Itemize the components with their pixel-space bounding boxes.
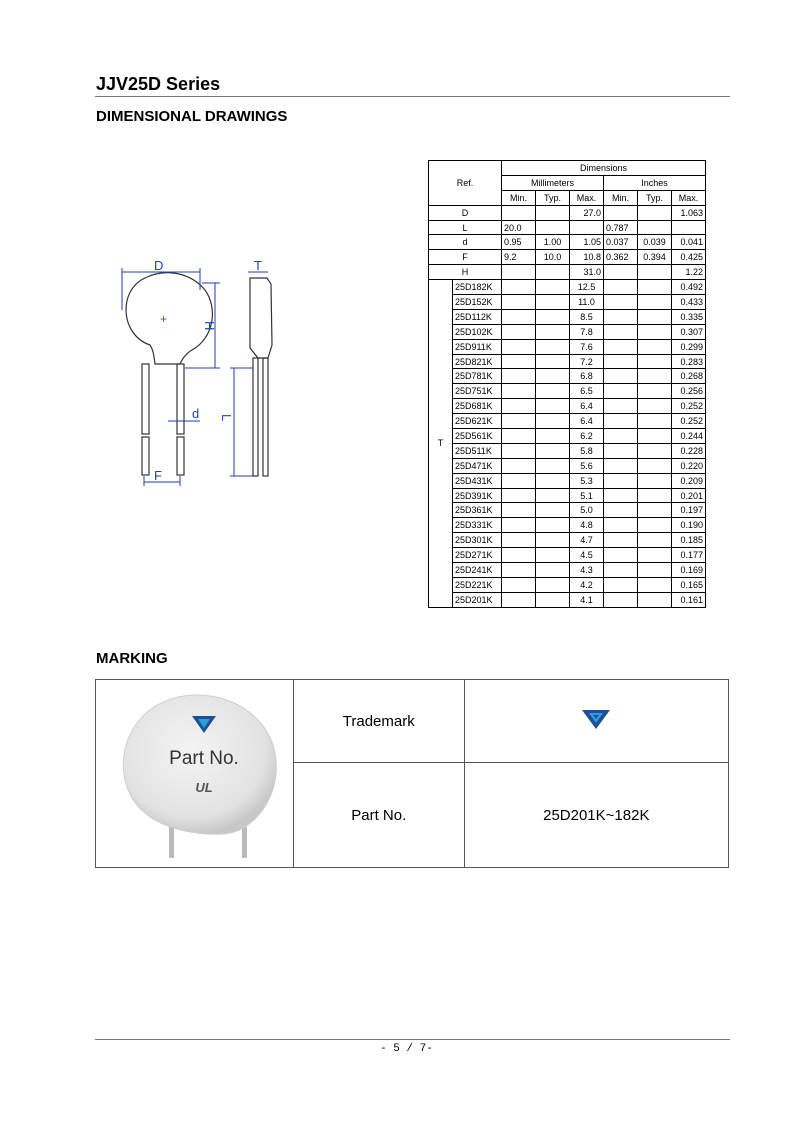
value-cell: 0.209 (672, 473, 706, 488)
value-cell: 0.161 (672, 592, 706, 607)
value-cell: 4.8 (570, 518, 604, 533)
value-cell (536, 518, 570, 533)
side-lead-2 (263, 358, 268, 476)
part-number-cell: 25D431K (453, 473, 502, 488)
value-cell (502, 443, 536, 458)
lead-right-lower (177, 437, 184, 475)
value-cell (604, 354, 638, 369)
value-cell (604, 443, 638, 458)
value-cell (604, 399, 638, 414)
dimension-row (429, 220, 706, 235)
t-dimension-row (429, 503, 706, 518)
value-cell (638, 503, 672, 518)
value-cell: 0.165 (672, 577, 706, 592)
value-cell (604, 577, 638, 592)
value-cell (638, 429, 672, 444)
value-cell: 0.177 (672, 548, 706, 563)
value-cell (638, 533, 672, 548)
lead-left-lower (142, 437, 149, 475)
part-number-cell: 25D331K (453, 518, 502, 533)
t-dimension-row (429, 577, 706, 592)
sub-header: Max. (672, 190, 706, 205)
part-number-cell: 25D361K (453, 503, 502, 518)
marking-value-trademark (464, 680, 728, 763)
value-cell: 4.3 (570, 563, 604, 578)
t-dimension-row (429, 518, 706, 533)
footer-divider (95, 1039, 730, 1040)
value-cell (604, 503, 638, 518)
value-cell: 0.268 (672, 369, 706, 384)
part-number-cell: 25D391K (453, 488, 502, 503)
value-cell: 7.6 (570, 339, 604, 354)
general-rows (429, 205, 706, 279)
value-cell (536, 369, 570, 384)
sub-header: Typ. (536, 190, 570, 205)
value-cell (638, 354, 672, 369)
dimension-row (429, 265, 706, 280)
value-cell (604, 548, 638, 563)
part-number-cell: 25D821K (453, 354, 502, 369)
value-cell (502, 577, 536, 592)
value-cell: 20.0 (502, 220, 536, 235)
part-number-cell: 25D102K (453, 324, 502, 339)
t-dimension-row (429, 354, 706, 369)
value-cell (502, 399, 536, 414)
value-cell (536, 384, 570, 399)
value-cell (604, 533, 638, 548)
value-cell (638, 295, 672, 310)
photo-ul-mark: UL (195, 779, 214, 795)
value-cell (502, 354, 536, 369)
value-cell (638, 324, 672, 339)
value-cell: 7.8 (570, 324, 604, 339)
value-cell: 4.7 (570, 533, 604, 548)
value-cell (536, 354, 570, 369)
value-cell: 0.335 (672, 309, 706, 324)
value-cell (536, 414, 570, 429)
sub-header: Typ. (638, 190, 672, 205)
value-cell: 0.252 (672, 414, 706, 429)
value-cell (638, 414, 672, 429)
value-cell: 6.4 (570, 414, 604, 429)
part-number-cell: 25D561K (453, 429, 502, 444)
part-number-cell: 25D911K (453, 339, 502, 354)
value-cell (638, 205, 672, 220)
value-cell (638, 488, 672, 503)
label-L: L (219, 414, 234, 422)
ref-cell: H (429, 265, 502, 280)
value-cell: 4.1 (570, 592, 604, 607)
value-cell: 10.8 (570, 250, 604, 265)
value-cell (536, 503, 570, 518)
section-title-marking: MARKING (96, 650, 168, 667)
part-number-cell: 25D301K (453, 533, 502, 548)
value-cell: 7.2 (570, 354, 604, 369)
value-cell: 10.0 (536, 250, 570, 265)
value-cell: 1.063 (672, 205, 706, 220)
value-cell (604, 280, 638, 295)
value-cell: 0.185 (672, 533, 706, 548)
section-title-dimensional: DIMENSIONAL DRAWINGS (96, 108, 288, 125)
part-number-cell: 25D621K (453, 414, 502, 429)
value-cell (638, 280, 672, 295)
t-dimension-row (429, 339, 706, 354)
value-cell (536, 280, 570, 295)
dimension-row (429, 205, 706, 220)
value-cell (604, 384, 638, 399)
value-cell (502, 488, 536, 503)
value-cell (502, 503, 536, 518)
ref-cell: D (429, 205, 502, 220)
value-cell: 6.5 (570, 384, 604, 399)
value-cell (604, 488, 638, 503)
part-number-cell: 25D152K (453, 295, 502, 310)
part-number-cell: 25D221K (453, 577, 502, 592)
value-cell (536, 533, 570, 548)
t-dimension-row (429, 488, 706, 503)
t-dimension-row (429, 533, 706, 548)
part-number-cell: 25D271K (453, 548, 502, 563)
value-cell: 1.22 (672, 265, 706, 280)
sub-header: Min. (502, 190, 536, 205)
value-cell (536, 205, 570, 220)
value-cell: 0.039 (638, 235, 672, 250)
trademark-logo-icon (582, 708, 610, 730)
value-cell (502, 280, 536, 295)
part-number-cell: 25D751K (453, 384, 502, 399)
value-cell: 0.197 (672, 503, 706, 518)
series-title: JJV25D Series (96, 74, 221, 94)
t-dimension-row (429, 548, 706, 563)
value-cell (604, 265, 638, 280)
value-cell (502, 592, 536, 607)
value-cell (536, 399, 570, 414)
value-cell: 0.244 (672, 429, 706, 444)
center-mark: + (160, 312, 168, 326)
dimensions-header: Dimensions (502, 161, 706, 176)
t-ref-cell: T (429, 280, 453, 608)
value-cell: 0.307 (672, 324, 706, 339)
t-dimension-row (429, 414, 706, 429)
value-cell: 0.252 (672, 399, 706, 414)
value-cell (604, 324, 638, 339)
varistor-body-side (250, 278, 272, 358)
value-cell (604, 458, 638, 473)
t-dimension-row (429, 324, 706, 339)
value-cell: 27.0 (570, 205, 604, 220)
value-cell (502, 473, 536, 488)
value-cell (502, 384, 536, 399)
t-dimension-row (429, 384, 706, 399)
value-cell (502, 518, 536, 533)
value-cell (638, 309, 672, 324)
value-cell: 0.220 (672, 458, 706, 473)
value-cell (502, 205, 536, 220)
value-cell (502, 548, 536, 563)
value-cell: 4.2 (570, 577, 604, 592)
value-cell (638, 548, 672, 563)
value-cell: 1.00 (536, 235, 570, 250)
part-number-cell: 25D201K (453, 592, 502, 607)
value-cell (536, 458, 570, 473)
inches-header: Inches (604, 175, 706, 190)
value-cell (536, 577, 570, 592)
value-cell (536, 429, 570, 444)
value-cell (638, 592, 672, 607)
value-cell: 0.299 (672, 339, 706, 354)
value-cell (502, 339, 536, 354)
value-cell (502, 414, 536, 429)
value-cell (672, 220, 706, 235)
value-cell (502, 429, 536, 444)
value-cell (604, 205, 638, 220)
value-cell (536, 488, 570, 503)
value-cell: 0.228 (672, 443, 706, 458)
value-cell (536, 295, 570, 310)
value-cell (536, 548, 570, 563)
dimensions-table (428, 160, 706, 608)
value-cell: 11.0 (570, 295, 604, 310)
marking-label-partno: Part No. (293, 763, 464, 868)
value-cell (638, 458, 672, 473)
value-cell (502, 458, 536, 473)
marking-value-partno: 25D201K~182K (464, 763, 728, 868)
label-T: T (254, 258, 262, 273)
value-cell (638, 443, 672, 458)
value-cell (604, 473, 638, 488)
dimension-row (429, 235, 706, 250)
value-cell: 0.433 (672, 295, 706, 310)
value-cell: 0.787 (604, 220, 638, 235)
t-dimension-row (429, 473, 706, 488)
value-cell: 0.190 (672, 518, 706, 533)
t-dimension-row (429, 295, 706, 310)
value-cell: 0.256 (672, 384, 706, 399)
t-dimension-row (429, 592, 706, 607)
value-cell (604, 429, 638, 444)
value-cell: 8.5 (570, 309, 604, 324)
value-cell: 5.6 (570, 458, 604, 473)
value-cell (604, 592, 638, 607)
t-dimension-row (429, 563, 706, 578)
value-cell: 0.492 (672, 280, 706, 295)
value-cell (604, 563, 638, 578)
sub-header: Min. (604, 190, 638, 205)
t-dimension-row (429, 443, 706, 458)
value-cell (502, 309, 536, 324)
part-number-cell: 25D781K (453, 369, 502, 384)
value-cell: 0.283 (672, 354, 706, 369)
value-cell (638, 384, 672, 399)
part-number-cell: 25D511K (453, 443, 502, 458)
part-number-cell: 25D471K (453, 458, 502, 473)
value-cell (502, 295, 536, 310)
value-cell (638, 339, 672, 354)
ref-cell: L (429, 220, 502, 235)
photo-part-no-text: Part No. (169, 747, 240, 769)
t-rows (429, 280, 706, 608)
value-cell: 31.0 (570, 265, 604, 280)
value-cell: 0.169 (672, 563, 706, 578)
t-dimension-row (429, 369, 706, 384)
value-cell (502, 563, 536, 578)
value-cell: 0.362 (604, 250, 638, 265)
value-cell: 5.8 (570, 443, 604, 458)
value-cell (536, 220, 570, 235)
value-cell (502, 324, 536, 339)
value-cell: 0.037 (604, 235, 638, 250)
value-cell (536, 324, 570, 339)
marking-photo-cell (96, 680, 294, 868)
value-cell: 1.05 (570, 235, 604, 250)
value-cell: 6.2 (570, 429, 604, 444)
sub-header: Max. (570, 190, 604, 205)
value-cell (536, 309, 570, 324)
ref-header: Ref. (429, 161, 502, 206)
value-cell (536, 265, 570, 280)
value-cell: 4.5 (570, 548, 604, 563)
side-lead-1 (253, 358, 258, 476)
value-cell: 5.3 (570, 473, 604, 488)
t-dimension-row (429, 309, 706, 324)
value-cell: 0.394 (638, 250, 672, 265)
value-cell: 5.0 (570, 503, 604, 518)
value-cell (604, 369, 638, 384)
value-cell (638, 518, 672, 533)
value-cell (604, 518, 638, 533)
value-cell (536, 339, 570, 354)
label-d: d (192, 406, 200, 421)
value-cell (570, 220, 604, 235)
value-cell (536, 443, 570, 458)
dimension-row (429, 250, 706, 265)
page-number: - 5 / 7- (380, 1043, 433, 1055)
ref-cell: d (429, 235, 502, 250)
part-number-cell: 25D681K (453, 399, 502, 414)
value-cell (502, 369, 536, 384)
value-cell (638, 265, 672, 280)
millimeters-header: Millimeters (502, 175, 604, 190)
value-cell (536, 592, 570, 607)
part-number-cell: 25D182K (453, 280, 502, 295)
part-number-cell: 25D112K (453, 309, 502, 324)
varistor-photo (104, 682, 284, 862)
value-cell: 6.8 (570, 369, 604, 384)
value-cell: 0.425 (672, 250, 706, 265)
value-cell: 6.4 (570, 399, 604, 414)
value-cell (536, 473, 570, 488)
dimensional-drawing (110, 250, 300, 490)
value-cell: 0.95 (502, 235, 536, 250)
value-cell (638, 563, 672, 578)
part-number-cell: 25D241K (453, 563, 502, 578)
value-cell (638, 220, 672, 235)
label-D: D (154, 258, 164, 273)
value-cell (604, 339, 638, 354)
marking-table (95, 679, 729, 868)
value-cell: 9.2 (502, 250, 536, 265)
value-cell (502, 265, 536, 280)
lead-left-upper (142, 364, 149, 434)
t-dimension-row (429, 399, 706, 414)
label-F: F (154, 468, 162, 483)
value-cell (638, 577, 672, 592)
value-cell (604, 309, 638, 324)
value-cell (502, 533, 536, 548)
value-cell (604, 295, 638, 310)
varistor-body-front (126, 273, 212, 364)
value-cell (638, 399, 672, 414)
value-cell (638, 473, 672, 488)
t-dimension-row (429, 458, 706, 473)
header-divider (95, 96, 730, 97)
t-dimension-row (429, 429, 706, 444)
value-cell: 12.5 (570, 280, 604, 295)
value-cell: 0.201 (672, 488, 706, 503)
value-cell (638, 369, 672, 384)
value-cell: 5.1 (570, 488, 604, 503)
t-dimension-row (429, 280, 706, 295)
label-H: H (202, 321, 217, 331)
value-cell (604, 414, 638, 429)
lead-right-upper (177, 364, 184, 434)
ref-cell: F (429, 250, 502, 265)
value-cell (536, 563, 570, 578)
marking-label-trademark: Trademark (293, 680, 464, 763)
value-cell: 0.041 (672, 235, 706, 250)
